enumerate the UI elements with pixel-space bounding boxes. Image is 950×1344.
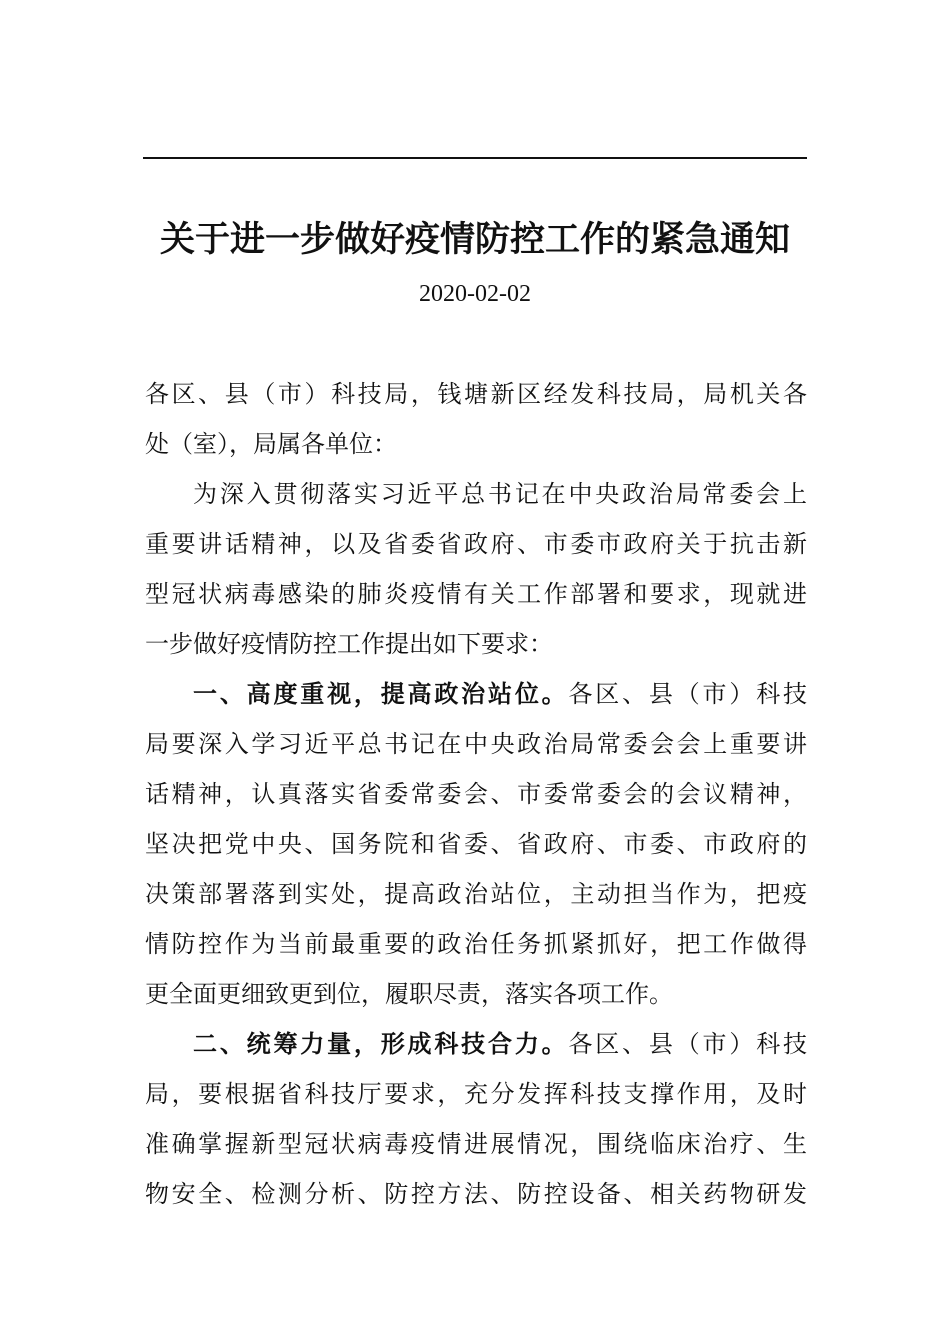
section1-line: 话精神，认真落实省委常委会、市委常委会的会议精神， <box>145 780 807 808</box>
section2-first-line <box>145 1019 807 1069</box>
section2-line: 物安全、检测分析、防控方法、防控设备、相关药物研发 <box>145 1180 807 1208</box>
intro-line: 型冠状病毒感染的肺炎疫情有关工作部署和要求，现就进 <box>145 580 807 608</box>
section1-line: 坚决把党中央、国务院和省委、省政府、市委、市政府的 <box>145 830 807 858</box>
section1-line: 情防控作为当前最重要的政治任务抓紧抓好，把工作做得 <box>145 930 807 958</box>
section1-heading: 一、高度重视，提高政治站位。 <box>193 680 569 708</box>
document-date: 2020-02-02 <box>419 281 531 307</box>
section2-first-line-text: 各区、县（市）科技 <box>568 1030 808 1058</box>
intro-line: 重要讲话精神，以及省委省政府、市委市政府关于抗击新 <box>145 530 807 558</box>
intro-line: 为深入贯彻落实习近平总书记在中央政治局常委会上 <box>193 480 807 508</box>
document-body <box>145 369 807 1219</box>
top-rule <box>143 157 807 159</box>
section1-line: 局要深入学习近平总书记在中央政治局常委会会上重要讲 <box>145 730 807 758</box>
section1-line: 决策部署落到实处，提高政治站位，主动担当作为，把疫 <box>145 880 807 908</box>
section2-line: 局，要根据省科技厅要求，充分发挥科技支撑作用，及时 <box>145 1080 807 1108</box>
section1-line: 更全面更细致更到位，履职尽责，落实各项工作。 <box>145 980 673 1008</box>
intro-line: 一步做好疫情防控工作提出如下要求： <box>145 630 553 658</box>
salutation-line: 处（室），局属各单位： <box>145 430 397 458</box>
salutation-line: 各区、县（市）科技局，钱塘新区经发科技局，局机关各 <box>145 380 807 408</box>
section2-line: 准确掌握新型冠状病毒疫情进展情况，围绕临床治疗、生 <box>145 1130 807 1158</box>
document-title: 关于进一步做好疫情防控工作的紧急通知 <box>159 219 790 260</box>
section1-first-line <box>145 669 807 719</box>
section2-heading: 二、统筹力量，形成科技合力。 <box>193 1030 569 1058</box>
section1-first-line-text: 各区、县（市）科技 <box>568 680 808 708</box>
